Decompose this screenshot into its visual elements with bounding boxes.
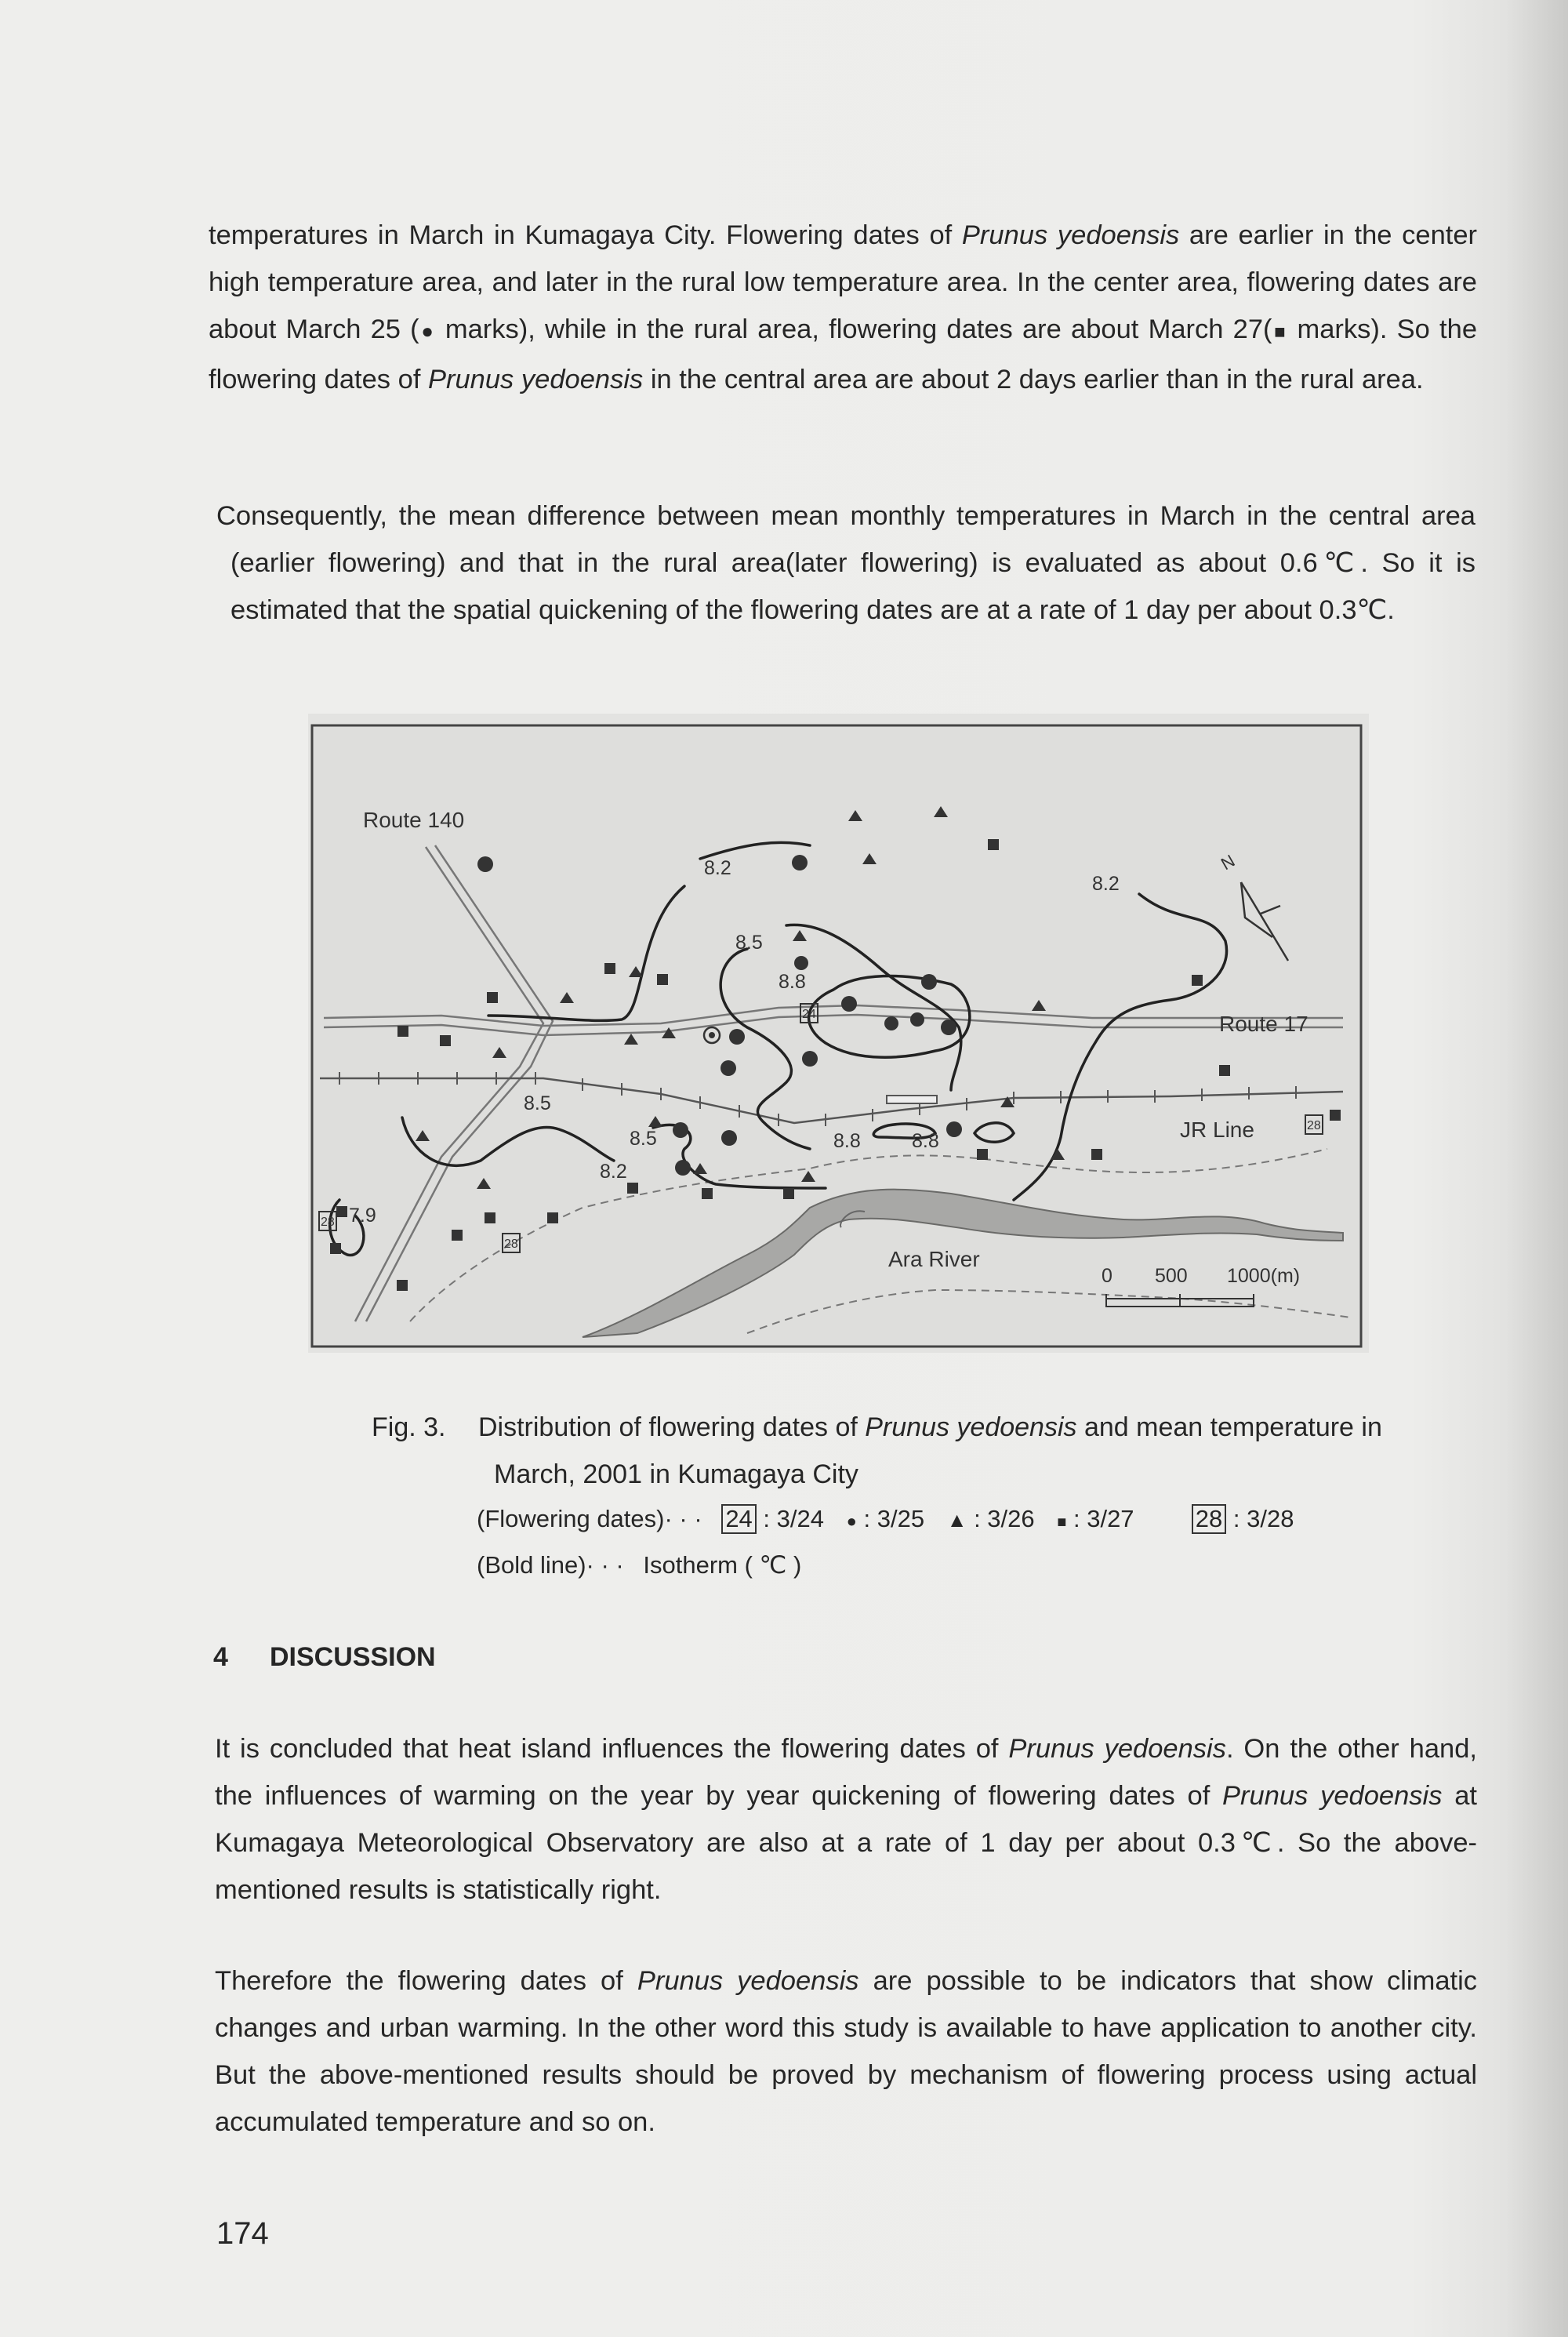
legend-bold-line <box>477 1551 801 1579</box>
circle-mark-icon: ● <box>419 319 436 343</box>
square-mark-icon: ■ <box>1272 322 1288 343</box>
legend-circle-icon: ● <box>846 1511 857 1531</box>
caption-text-2: and mean temperature in <box>1076 1412 1382 1442</box>
figure-caption-label: Fig. 3. <box>372 1412 446 1442</box>
isotherm-label-88: 8.8 <box>779 971 806 993</box>
p4-text-2: are possible to be indicators that show climatic changes and urban warming. In the other word this study is available to have application to another city. But the above-mentioned results should be proved by mechanism of flowering process using actual accumulated temperature and so on. <box>215 1966 1478 2137</box>
paragraph-consequently: Consequently, the mean difference between mean monthly temperatures in March in the central area (earlier flowering) and that in the rural area(later flowering) is evaluated as about 0.6℃. So it is estimated that the spatial quickening of the flowering dates are at a rate of 1 day per about 0.3℃. <box>216 501 1475 625</box>
legend-date-24: : 3/24 <box>763 1505 824 1532</box>
box-label-24: 24 <box>802 1008 816 1021</box>
figure-map <box>308 714 1369 1353</box>
legend-date-26: : 3/26 <box>974 1505 1035 1532</box>
isotherm-label-82: 8.2 <box>1092 873 1120 895</box>
ara-river-label: Ara River <box>888 1247 980 1271</box>
box-label-28: 28 <box>504 1238 518 1251</box>
section-heading <box>213 1642 436 1673</box>
legend-triangle-icon: ▲ <box>946 1508 967 1532</box>
figure-caption <box>478 1404 1450 1498</box>
isotherm-label-88: 8.8 <box>833 1130 861 1152</box>
p1-text-4: marks). So the flowering dates of <box>209 314 1478 394</box>
route-17-label: Route 17 <box>1219 1012 1308 1036</box>
scale-0: 0 <box>1102 1265 1112 1287</box>
page-number: 174 <box>216 2216 269 2251</box>
legend-date-27: : 3/27 <box>1073 1505 1134 1532</box>
p3-text-1: It is concluded that heat island influences the flowering dates of <box>215 1734 1009 1764</box>
isotherm-label-82: 8.2 <box>704 857 731 879</box>
isotherm-label-79: 7.9 <box>349 1205 376 1227</box>
legend-bold-label: (Bold line)· · · <box>477 1551 624 1579</box>
section-number: 4 <box>213 1642 228 1672</box>
isotherm-label-85: 8.5 <box>735 932 763 954</box>
p1-text-2: are earlier in the center high temperature area, and later in the rural low temperature area. In the center area, flowering dates are about March 25 ( <box>209 220 1478 344</box>
paragraph-results <box>209 212 1477 403</box>
isotherm-label-88: 8.8 <box>912 1130 939 1152</box>
p3-text-3: at Kumagaya Meteorological Observatory are also at a rate of 1 day per about 0.3℃. So the above-mentioned results is statistically right. <box>215 1781 1478 1905</box>
box-label-28: 28 <box>1307 1119 1321 1132</box>
station <box>887 1096 937 1103</box>
legend-flowering-label: (Flowering dates)· · · <box>477 1505 702 1532</box>
section-title: DISCUSSION <box>270 1642 436 1672</box>
species-name: Prunus yedoensis <box>865 1412 1077 1442</box>
map-svg <box>308 714 1369 1353</box>
species-name: Prunus yedoensis <box>637 1966 859 1996</box>
p1-text-3: marks), while in the rural area, flowering dates are about March 27( <box>435 314 1272 344</box>
legend-date-28: : 3/28 <box>1232 1505 1294 1532</box>
species-name: Prunus yedoensis <box>1008 1734 1226 1764</box>
p1-text-1: temperatures in March in Kumagaya City. Flowering dates of <box>209 220 962 250</box>
p1-text-5: in the central area are about 2 days earlier than in the rural area. <box>643 365 1424 394</box>
map-frame <box>312 725 1361 1347</box>
legend-box-28-icon: 28 <box>1192 1504 1226 1534</box>
p4-text-1: Therefore the flowering dates of <box>215 1966 637 1996</box>
box-label-28: 28 <box>321 1216 335 1229</box>
north-label: N <box>1218 850 1239 874</box>
legend-isotherm: Isotherm ( ℃ ) <box>643 1551 802 1579</box>
jr-line-label: JR Line <box>1180 1118 1254 1142</box>
route-140-label: Route 140 <box>363 808 465 832</box>
scale-1000: 1000(m) <box>1227 1265 1301 1287</box>
paragraph-therefore <box>215 1957 1477 2146</box>
species-name: Prunus yedoensis <box>428 365 644 394</box>
p3-text-2: . On the other hand, the influences of warming on the year by year quickening of flowering dates of <box>215 1734 1477 1811</box>
caption-text-1: Distribution of flowering dates of <box>478 1412 866 1442</box>
legend-flowering-dates <box>477 1504 1294 1534</box>
legend-box-24-icon: 24 <box>721 1504 756 1534</box>
species-name: Prunus yedoensis <box>961 220 1180 250</box>
isotherm-label-85: 8.5 <box>524 1092 551 1114</box>
legend-date-25: : 3/25 <box>863 1505 925 1532</box>
scale-500: 500 <box>1155 1265 1188 1287</box>
isotherm-label-85: 8.5 <box>630 1128 657 1150</box>
caption-line-2: March, 2001 in Kumagaya City <box>494 1459 858 1489</box>
paragraph-conclusion <box>215 1725 1477 1914</box>
species-name: Prunus yedoensis <box>1222 1781 1443 1811</box>
legend-square-icon: ■ <box>1057 1514 1067 1531</box>
isotherm-label-82: 8.2 <box>600 1161 627 1183</box>
